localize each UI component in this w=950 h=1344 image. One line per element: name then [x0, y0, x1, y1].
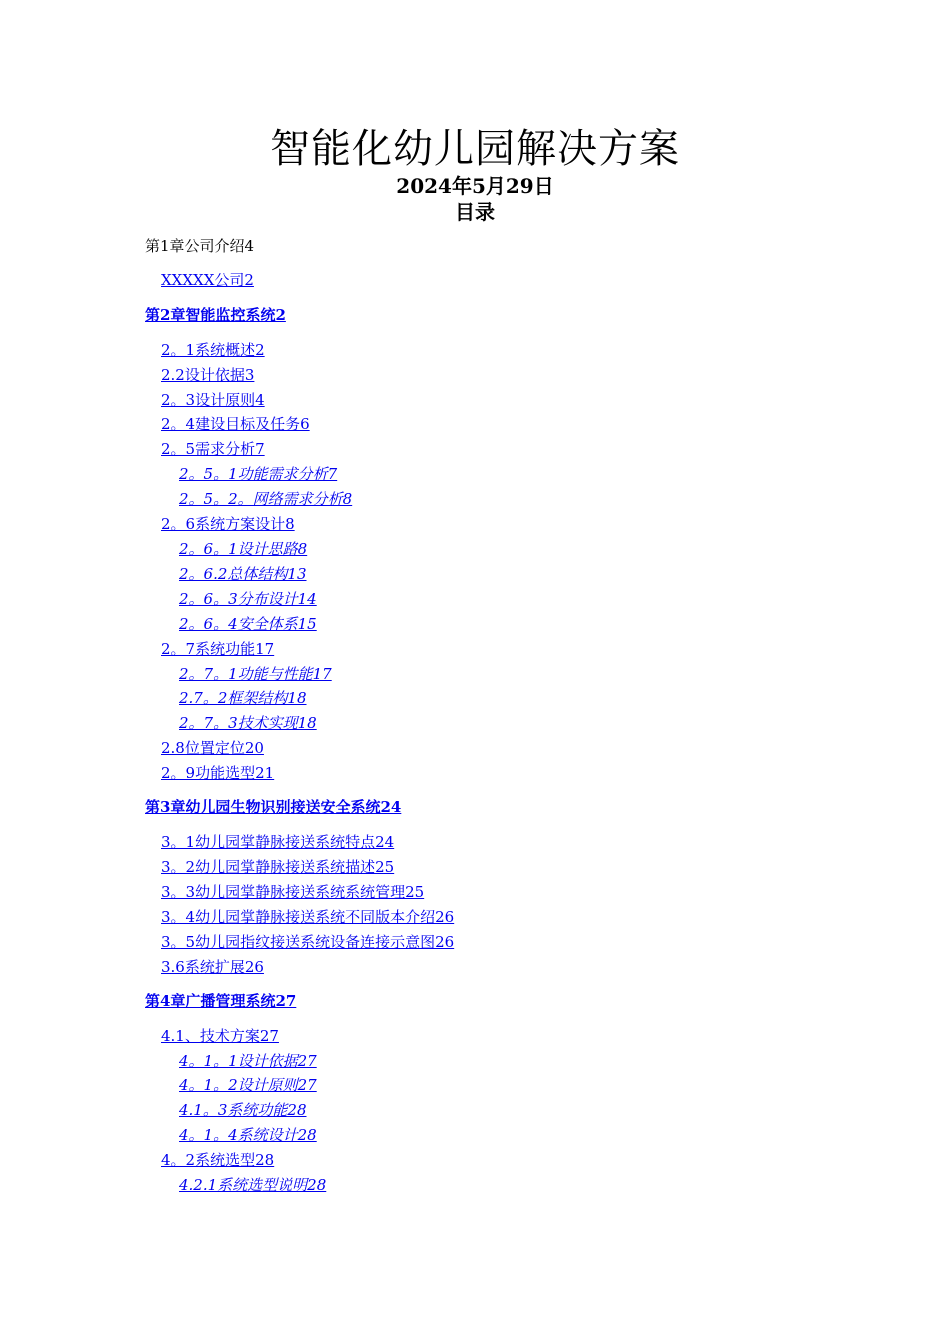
- toc-section-entry[interactable]: XXXXX公司2: [161, 271, 254, 289]
- toc-subsection-entry[interactable]: 4。1。4系统设计28: [179, 1126, 317, 1144]
- toc-subsection-entry[interactable]: 2。5。1功能需求分析7: [179, 465, 338, 483]
- toc-subsection-entry[interactable]: 4.1。3系统功能28: [179, 1101, 307, 1119]
- toc-chapter-entry: 第1章公司介绍4: [145, 237, 255, 255]
- toc-section-entry[interactable]: 2.8位置定位20: [161, 739, 264, 757]
- toc-section-entry[interactable]: 2。5需求分析7: [161, 440, 265, 458]
- document-date: 2024年5月29日: [396, 174, 554, 198]
- toc-section-entry[interactable]: 2。7系统功能17: [161, 640, 275, 658]
- toc-chapter-entry[interactable]: 第3章幼儿园生物识别接送安全系统24: [145, 798, 402, 816]
- toc-section-entry[interactable]: 2。4建设目标及任务6: [161, 415, 310, 433]
- toc-subsection-entry[interactable]: 2。6。4安全体系15: [179, 615, 317, 633]
- document-title: 智能化幼儿园解决方案: [270, 126, 680, 172]
- toc-section-entry[interactable]: 4.1、技术方案27: [161, 1027, 279, 1045]
- toc-subsection-entry[interactable]: 4.2.1系统选型说明28: [179, 1176, 327, 1194]
- toc-section-entry[interactable]: 3。5幼儿园指纹接送系统设备连接示意图26: [161, 933, 455, 951]
- toc-section-entry[interactable]: 2。3设计原则4: [161, 391, 265, 409]
- toc-heading: 目录: [455, 200, 495, 224]
- toc-section-entry[interactable]: 3。1幼儿园掌静脉接送系统特点24: [161, 833, 395, 851]
- toc-subsection-entry[interactable]: 2。7。1功能与性能17: [179, 665, 332, 683]
- toc-section-entry[interactable]: 3。2幼儿园掌静脉接送系统描述25: [161, 858, 395, 876]
- toc-subsection-entry[interactable]: 2。7。3技术实现18: [179, 714, 317, 732]
- toc-subsection-entry[interactable]: 2。6。1设计思路8: [179, 540, 308, 558]
- toc-subsection-entry[interactable]: 4。1。1设计依据27: [179, 1052, 317, 1070]
- toc-section-entry[interactable]: 3.6系统扩展26: [161, 958, 264, 976]
- toc-section-entry[interactable]: 2。6系统方案设计8: [161, 515, 295, 533]
- toc-section-entry[interactable]: 2。9功能选型21: [161, 764, 275, 782]
- toc-subsection-entry[interactable]: 2。6。3分布设计14: [179, 590, 317, 608]
- toc-section-entry[interactable]: 3。3幼儿园掌静脉接送系统系统管理25: [161, 883, 425, 901]
- toc-subsection-entry[interactable]: 4。1。2设计原则27: [179, 1076, 317, 1094]
- toc-section-entry[interactable]: 4。2系统选型28: [161, 1151, 275, 1169]
- toc-section-entry[interactable]: 2。1系统概述2: [161, 341, 265, 359]
- toc-section-entry[interactable]: 3。4幼儿园掌静脉接送系统不同版本介绍26: [161, 908, 455, 926]
- toc-subsection-entry[interactable]: 2。6.2总体结构13: [179, 565, 307, 583]
- toc-section-entry[interactable]: 2.2设计依据3: [161, 366, 255, 384]
- toc-subsection-entry[interactable]: 2。5。2。网络需求分析8: [179, 490, 353, 508]
- toc-chapter-entry[interactable]: 第2章智能监控系统2: [145, 306, 286, 324]
- toc-chapter-entry[interactable]: 第4章广播管理系统27: [145, 992, 297, 1010]
- toc-subsection-entry[interactable]: 2.7。2框架结构18: [179, 689, 307, 707]
